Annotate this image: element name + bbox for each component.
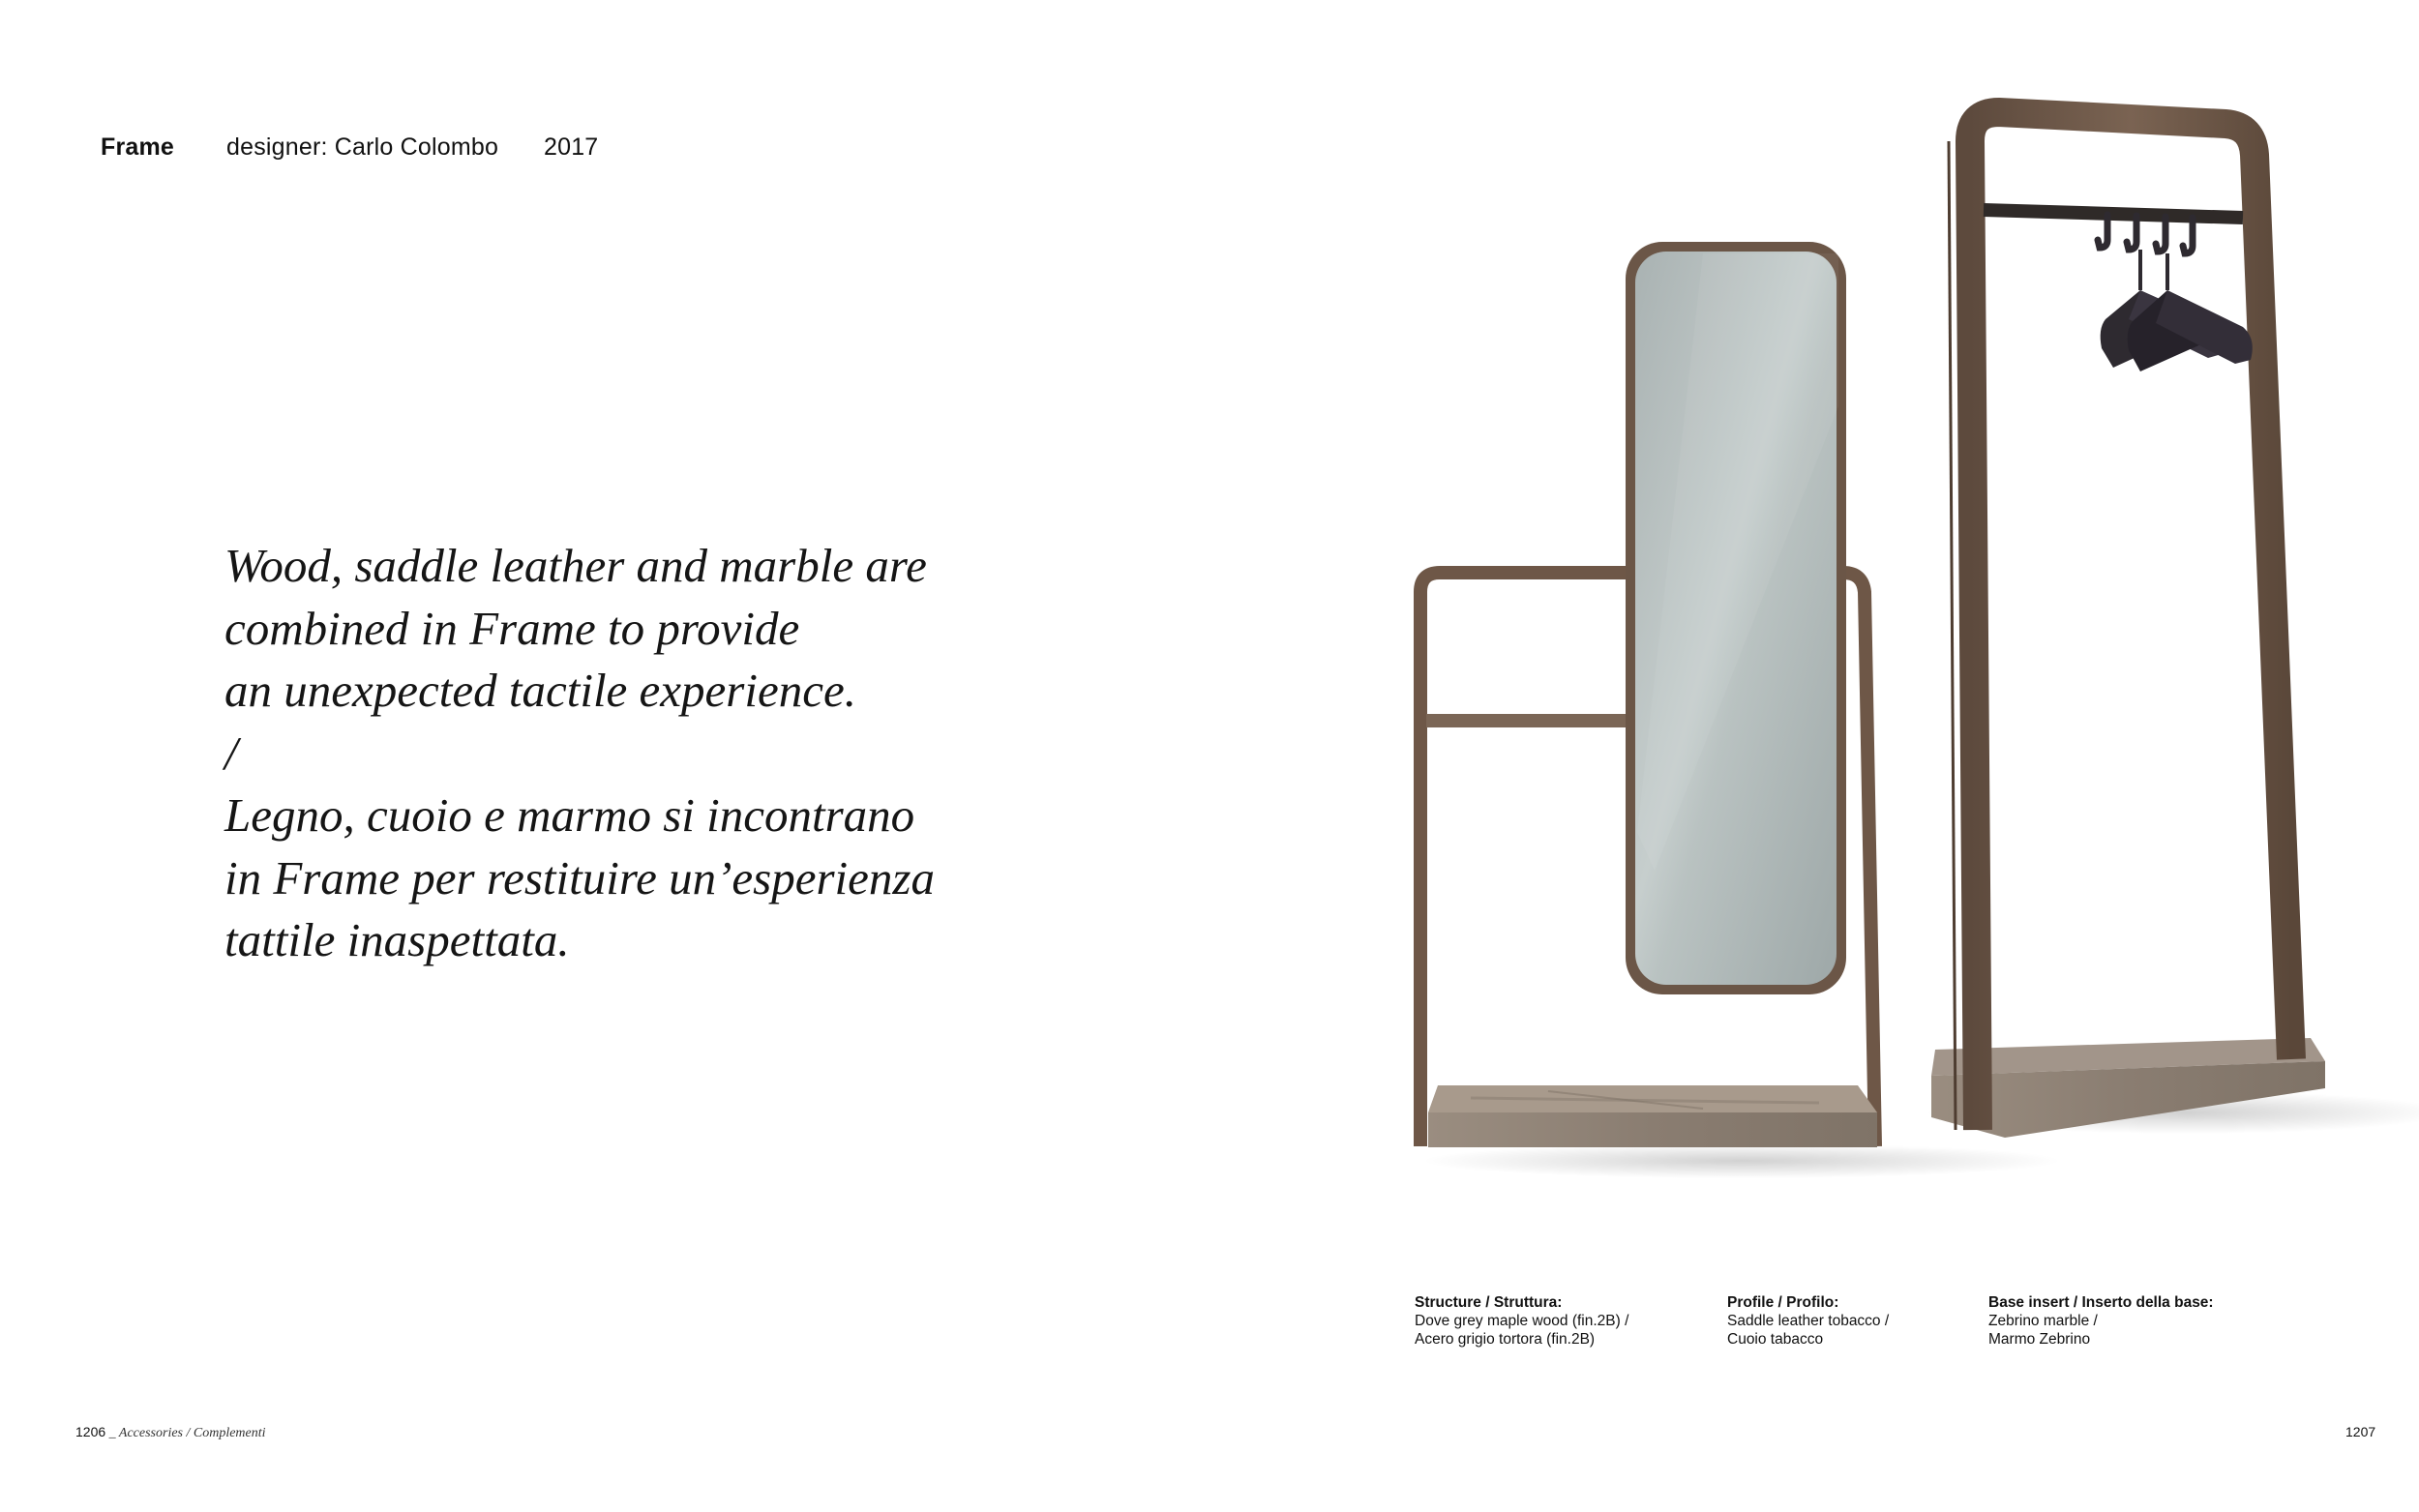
quote-line: tattile inaspettata. xyxy=(224,913,570,966)
spec-line: Dove grey maple wood (fin.2B) / xyxy=(1415,1313,1629,1329)
spec-line: Marmo Zebrino xyxy=(1988,1331,2091,1348)
product-year: 2017 xyxy=(544,133,599,161)
spec-line: Saddle leather tobacco / xyxy=(1727,1313,1890,1329)
coat-stand xyxy=(1931,112,2325,1138)
product-photo xyxy=(1393,97,2419,1200)
product-name: Frame xyxy=(101,133,175,161)
spec-heading: Structure / Struttura: xyxy=(1415,1294,1563,1311)
product-quote xyxy=(224,535,1018,972)
quote-line: in Frame per restituire un’esperienza xyxy=(224,850,935,904)
valet-stand xyxy=(1420,242,1877,1147)
spec-heading: Base insert / Inserto della base: xyxy=(1988,1294,2214,1311)
quote-line: Legno, cuoio e marmo si incontrano xyxy=(224,788,915,842)
designer-credit: designer: Carlo Colombo xyxy=(226,133,499,161)
spec-line: Cuoio tabacco xyxy=(1727,1331,1824,1348)
page-number-right: 1207 xyxy=(2345,1424,2376,1439)
section-label: _ Accessories / Complementi xyxy=(105,1426,266,1440)
page-number-left: 1206 xyxy=(75,1424,106,1439)
quote-line: combined in Frame to provide xyxy=(224,601,800,655)
quote-separator: / xyxy=(224,726,238,780)
quote-line: Wood, saddle leather and marble are xyxy=(224,539,927,592)
hanger-icon xyxy=(2101,250,2253,371)
spec-structure xyxy=(1415,1293,1628,1349)
spec-line: Acero grigio tortora (fin.2B) xyxy=(1415,1331,1596,1348)
quote-line: an unexpected tactile experience. xyxy=(224,664,856,717)
spec-heading: Profile / Profilo: xyxy=(1727,1294,1839,1311)
spec-base-insert xyxy=(1988,1293,2214,1349)
spec-profile xyxy=(1727,1293,1889,1349)
spec-line: Zebrino marble / xyxy=(1988,1313,2098,1329)
footer-left xyxy=(75,1424,266,1441)
